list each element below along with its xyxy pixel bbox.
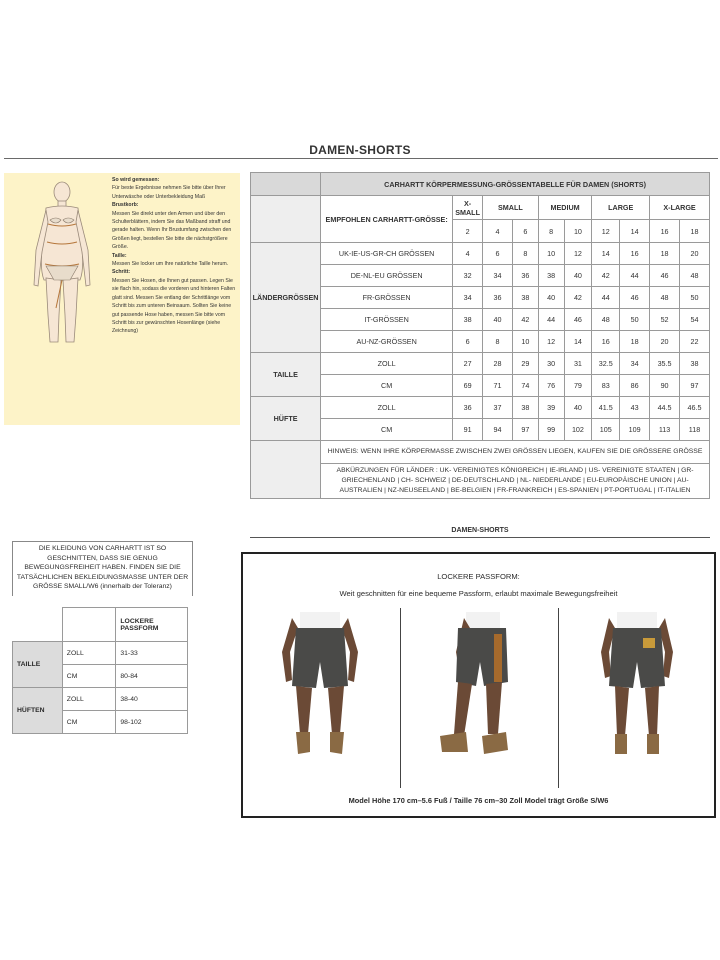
fit-value: 31-33: [116, 642, 188, 665]
fit-corner-cell: [13, 608, 63, 642]
row-group-label: HÜFTE: [251, 397, 321, 441]
table-cell: 46: [650, 265, 680, 287]
table-cell: 50: [680, 287, 710, 309]
recommended-size-label: EMPFOHLEN CARHARTT-GRÖSSE:: [321, 196, 453, 243]
fit-measurements-table: [12, 607, 188, 734]
table-cell: 48: [680, 265, 710, 287]
inseam-text: Messen Sie Hosen, die Ihnen gut passen. Legen Sie sie flach hin, sodass die vorderen und hinteren Falten glatt sind. Messen Sie entlang der Schrittlänge vom Schritt bis zum unteren Beinsaum. Sollten Sie keine gut passende Hose haben, messen Sie bitte vom Schritt bis zur gewünschten Hosenlänge (siehe Zeichnung): [112, 277, 236, 335]
size-number-cell: 10: [564, 220, 592, 243]
table-cell: 14: [564, 331, 592, 353]
table-cell: 40: [564, 265, 592, 287]
table-cell: 40: [564, 397, 592, 419]
table-cell: 6: [453, 331, 483, 353]
table-cell: 102: [564, 419, 592, 441]
row-label: UK-IE-US-GR-CH GRÖSSEN: [321, 243, 453, 265]
fit-intro: DIE KLEIDUNG VON CARHARTT IST SO GESCHNITTEN, DASS SIE GENUG BEWEGUNGSFREIHEIT HABEN. FINDEN SIE DIE TATSÄCHLICHEN BEKLEIDUNGSMASSE UNTER DER GRÖSSE SMALL/W6 (innerhalb der Toleranz): [12, 541, 193, 596]
fit-unit: CM: [62, 711, 116, 734]
table-cell: 54: [680, 309, 710, 331]
row-label: AU-NZ-GRÖSSEN: [321, 331, 453, 353]
table-cell: 36: [512, 265, 538, 287]
table-cell: 76: [538, 375, 564, 397]
photo-divider: [400, 608, 401, 788]
table-cell: 105: [592, 419, 620, 441]
corner-cell: [251, 173, 321, 196]
table-cell: 38: [512, 287, 538, 309]
table-row: [251, 243, 710, 265]
fit-unit: ZOLL: [62, 688, 116, 711]
loose-fit-description: Weit geschnitten für eine bequeme Passform, erlaubt maximale Bewegungsfreiheit: [339, 589, 618, 598]
size-number-cell: 16: [650, 220, 680, 243]
size-number-cell: 18: [680, 220, 710, 243]
table-cell: 31: [564, 353, 592, 375]
section-subtitle: DAMEN-SHORTS: [451, 527, 509, 534]
table-cell: 42: [592, 265, 620, 287]
size-number-cell: 2: [453, 220, 483, 243]
table-cell: 4: [453, 243, 483, 265]
size-number-cell: 12: [592, 220, 620, 243]
table-cell: 109: [620, 419, 650, 441]
table-cell: 36: [453, 397, 483, 419]
size-group-header: X-LARGE: [650, 196, 710, 220]
table-cell: 83: [592, 375, 620, 397]
table-cell: 38: [453, 309, 483, 331]
row-label: DE-NL-EU GRÖSSEN: [321, 265, 453, 287]
fit-value: 98-102: [116, 711, 188, 734]
note-spacer: [251, 441, 321, 499]
table-cell: 16: [592, 331, 620, 353]
row-label: IT-GRÖSSEN: [321, 309, 453, 331]
body-measurement-figure-icon: [26, 180, 98, 350]
table-cell: 12: [564, 243, 592, 265]
table-cell: 40: [538, 287, 564, 309]
table-cell: 32: [453, 265, 483, 287]
table-cell: 38: [512, 397, 538, 419]
table-cell: 30: [538, 353, 564, 375]
model-front-image: [270, 612, 370, 780]
table-cell: 6: [483, 243, 513, 265]
table-cell: 36: [483, 287, 513, 309]
size-group-header: X-SMALL: [453, 196, 483, 220]
photo-divider: [558, 608, 559, 788]
table-cell: 69: [453, 375, 483, 397]
table-cell: 10: [538, 243, 564, 265]
loose-fit-heading: LOCKERE PASSFORM:: [437, 572, 520, 581]
table-cell: 22: [680, 331, 710, 353]
country-sizes-section: [251, 243, 710, 353]
waist-text: Messen Sie locker um Ihre natürliche Taille herum.: [112, 261, 229, 268]
inseam-heading: Schritt:: [112, 269, 131, 276]
table-cell: 48: [650, 287, 680, 309]
size-number-cell: 4: [483, 220, 513, 243]
header-spacer: [251, 196, 321, 243]
fit-unit: CM: [62, 665, 116, 688]
table-cell: 50: [620, 309, 650, 331]
table-cell: 44: [592, 287, 620, 309]
fit-value: 80-84: [116, 665, 188, 688]
size-group-header: MEDIUM: [538, 196, 592, 220]
table-cell: 34: [620, 353, 650, 375]
page-title: DAMEN-SHORTS: [309, 143, 411, 157]
table-cell: 39: [538, 397, 564, 419]
table-cell: 48: [592, 309, 620, 331]
table-cell: 35.5: [650, 353, 680, 375]
table-cell: 113: [650, 419, 680, 441]
table-cell: 27: [453, 353, 483, 375]
table-cell: 8: [512, 243, 538, 265]
table-cell: 97: [680, 375, 710, 397]
fit-spacer-cell: [62, 608, 116, 642]
table-cell: 97: [512, 419, 538, 441]
size-chart-table: [250, 172, 710, 499]
table-cell: 14: [592, 243, 620, 265]
size-number-cell: 8: [538, 220, 564, 243]
table-cell: 94: [483, 419, 513, 441]
table-cell: 79: [564, 375, 592, 397]
table-cell: 44: [620, 265, 650, 287]
chest-heading: Brustkorb:: [112, 202, 139, 209]
table-cell: 44.5: [650, 397, 680, 419]
table-cell: 90: [650, 375, 680, 397]
measuring-instructions: [112, 176, 238, 336]
model-back-image: [587, 612, 687, 780]
waist-section: [251, 353, 710, 397]
measuring-intro: Für beste Ergebnisse nehmen Sie bitte über Ihrer Unterwäsche oder Unterbekleidung Maß: [112, 185, 226, 200]
fit-waist-label: TAILLE: [13, 642, 63, 688]
country-abbreviations: ABKÜRZUNGEN FÜR LÄNDER : UK- VEREINIGTES KÖNIGREICH | IE-IRLAND | US- VEREINIGTE STAATEN | GR-GRIECHENLAND | CH- SCHWEIZ | DE-DEUTSCHLAND | NL- NIEDERLANDE | EU-EUROPÄISCHE UNION | AU-AUSTRALIEN | NZ-NEUSEELAND | BE-BELGIEN | FR-FRANKREICH | ES-SPANIEN | PT-PORTUGAL | IT-ITALIEN: [321, 464, 710, 499]
table-row: [251, 397, 710, 419]
table-cell: 32.5: [592, 353, 620, 375]
fit-hip-label: HÜFTEN: [13, 688, 63, 734]
table-cell: 38: [680, 353, 710, 375]
table-cell: 20: [680, 243, 710, 265]
table-cell: 16: [620, 243, 650, 265]
table-cell: 118: [680, 419, 710, 441]
loose-fit-header: LOCKERE PASSFORM: [116, 608, 188, 642]
size-group-header: LARGE: [592, 196, 650, 220]
size-number-cell: 6: [512, 220, 538, 243]
table-cell: 34: [483, 265, 513, 287]
table-cell: 38: [538, 265, 564, 287]
table-cell: 43: [620, 397, 650, 419]
table-cell: 28: [483, 353, 513, 375]
fit-value: 38-40: [116, 688, 188, 711]
row-label: ZOLL: [321, 353, 453, 375]
table-cell: 99: [538, 419, 564, 441]
table-cell: 71: [483, 375, 513, 397]
table-cell: 12: [538, 331, 564, 353]
table-cell: 8: [483, 331, 513, 353]
subtitle-divider: [250, 537, 710, 538]
fit-unit: ZOLL: [62, 642, 116, 665]
table-cell: 42: [564, 287, 592, 309]
row-group-label: TAILLE: [251, 353, 321, 397]
table-cell: 37: [483, 397, 513, 419]
chest-text: Messen Sie direkt unter den Armen und über den Schulterblättern, indem Sie das Maßband straff und gerade halten. Wenn Ihr Brustumfang zwischen den Größen liegt, bestellen Sie bitte die nächstgrößere Größe.: [112, 210, 232, 251]
table-row: [251, 353, 710, 375]
table-cell: 74: [512, 375, 538, 397]
table-cell: 46: [620, 287, 650, 309]
table-cell: 18: [650, 243, 680, 265]
measuring-heading: So wird gemessen:: [112, 177, 160, 183]
waist-heading: Taille:: [112, 252, 127, 259]
model-side-image: [428, 612, 528, 780]
row-label: ZOLL: [321, 397, 453, 419]
title-divider: [4, 158, 718, 159]
size-number-cell: 14: [620, 220, 650, 243]
size-chart-title: CARHARTT KÖRPERMESSUNG-GRÖSSENTABELLE FÜR DAMEN (SHORTS): [321, 173, 710, 196]
table-cell: 40: [483, 309, 513, 331]
table-cell: 86: [620, 375, 650, 397]
table-cell: 41.5: [592, 397, 620, 419]
row-label: CM: [321, 375, 453, 397]
table-cell: 20: [650, 331, 680, 353]
size-group-header: SMALL: [483, 196, 539, 220]
table-cell: 46: [564, 309, 592, 331]
row-label: CM: [321, 419, 453, 441]
table-cell: 42: [512, 309, 538, 331]
table-cell: 52: [650, 309, 680, 331]
hip-section: [251, 397, 710, 441]
table-cell: 91: [453, 419, 483, 441]
table-cell: 10: [512, 331, 538, 353]
table-cell: 44: [538, 309, 564, 331]
row-label: FR-GRÖSSEN: [321, 287, 453, 309]
table-cell: 34: [453, 287, 483, 309]
table-cell: 18: [620, 331, 650, 353]
table-cell: 29: [512, 353, 538, 375]
row-group-label: LÄNDERGRÖSSEN: [251, 243, 321, 353]
model-caption: Model Höhe 170 cm–5.6 Fuß / Taille 76 cm–30 Zoll Model trägt Größe S/W6: [348, 796, 609, 805]
table-cell: 46.5: [680, 397, 710, 419]
size-note: HINWEIS: WENN IHRE KÖRPERMASSE ZWISCHEN ZWEI GRÖSSEN LIEGEN, KAUFEN SIE DIE GRÖSSERE GRÖSSE: [321, 441, 710, 464]
